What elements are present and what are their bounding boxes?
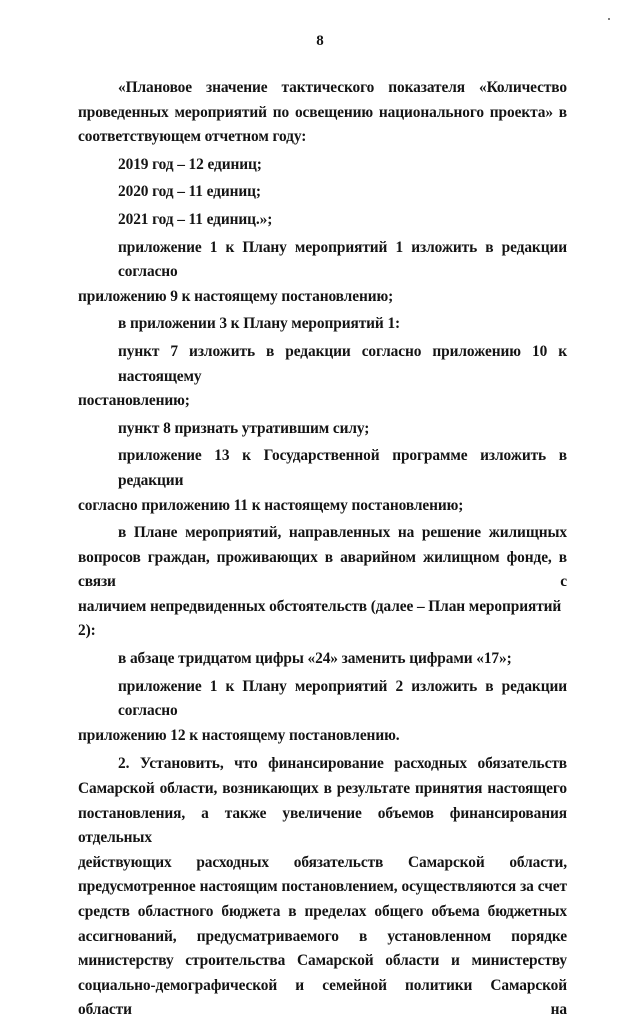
document-body [78, 76, 567, 1023]
scan-speck-mark [608, 18, 610, 20]
paragraph-point-8 [78, 417, 567, 442]
text-line: в приложении 3 к Плану мероприятий 1: [118, 315, 401, 333]
paragraph-appendix-13 [78, 444, 567, 518]
text-line: средств областного бюджета в пределах общего объема бюджетных [78, 903, 567, 920]
text-line: постановлению; [78, 392, 190, 410]
paragraph-appendix-plan-2 [78, 675, 567, 749]
text-line: 2019 год – 12 единиц; [118, 155, 262, 173]
paragraph-appendix-1 [78, 236, 567, 310]
text-line: предусмотренное настоящим постановлением, осуществляются за счет [78, 878, 567, 896]
text-line: соответствующем отчетном году: [78, 128, 307, 146]
text-line: приложению 12 к настоящему постановлению. [78, 726, 400, 744]
text-line: наличием непредвиденных обстоятельств (далее – План мероприятий 2): [78, 597, 562, 640]
text-line: 2021 год – 11 единиц.»; [118, 210, 273, 228]
paragraph-year-2020 [78, 180, 567, 205]
paragraph-year-2019 [78, 153, 567, 178]
paragraph-abzac-30 [78, 647, 567, 672]
text-line: вопросов граждан, проживающих в аварийном жилищном фонде, в связи с [78, 548, 567, 591]
text-line: пункт 7 изложить в редакции согласно приложению 10 к настоящему [118, 342, 567, 385]
text-line: действующих расходных обязательств Самарской области, [78, 853, 567, 871]
text-line: пункт 8 признать утратившим силу; [118, 419, 370, 437]
paragraph-plan-2 [78, 521, 567, 644]
text-line: 2. Установить, что финансирование расходных обязательств [118, 755, 567, 773]
paragraph-indicator-value [78, 76, 567, 150]
text-line: приложение 1 к Плану мероприятий 1 изложить в редакции согласно [118, 238, 567, 281]
paragraph-appendix-3 [78, 312, 567, 337]
text-line: приложению 9 к настоящему постановлению; [78, 287, 394, 305]
paragraph-item-2 [78, 752, 567, 1023]
text-line: в абзаце тридцатом цифры «24» заменить цифрами «17»; [118, 650, 512, 668]
text-line: ассигнований, предусматриваемого в установленном порядке [78, 927, 567, 945]
text-line: проведенных мероприятий по освещению национального проекта» в [78, 103, 567, 121]
text-line: приложение 1 к Плану мероприятий 2 изложить в редакции согласно [118, 677, 567, 720]
text-line: социально-демографической и семейной политики Самарской области на [78, 976, 567, 1019]
text-line: министерству строительства Самарской области и министерству [78, 952, 567, 970]
text-line: Самарской области, возникающих в результате принятия настоящего [78, 780, 567, 798]
text-line: приложение 13 к Государственной программе изложить в редакции [118, 447, 567, 489]
text-line: «Плановое значение тактического показателя «Количество [118, 79, 567, 96]
text-line: согласно приложению 11 к настоящему постановлению; [78, 496, 464, 514]
paragraph-year-2021 [78, 208, 567, 233]
text-line: в Плане мероприятий, направленных на решение жилищных [118, 524, 567, 542]
text-line: постановления, а также увеличение объемов финансирования отдельных [78, 804, 567, 847]
text-line: 2020 год – 11 единиц; [118, 183, 261, 201]
paragraph-point-7 [78, 340, 567, 414]
page-number: 8 [316, 33, 324, 49]
